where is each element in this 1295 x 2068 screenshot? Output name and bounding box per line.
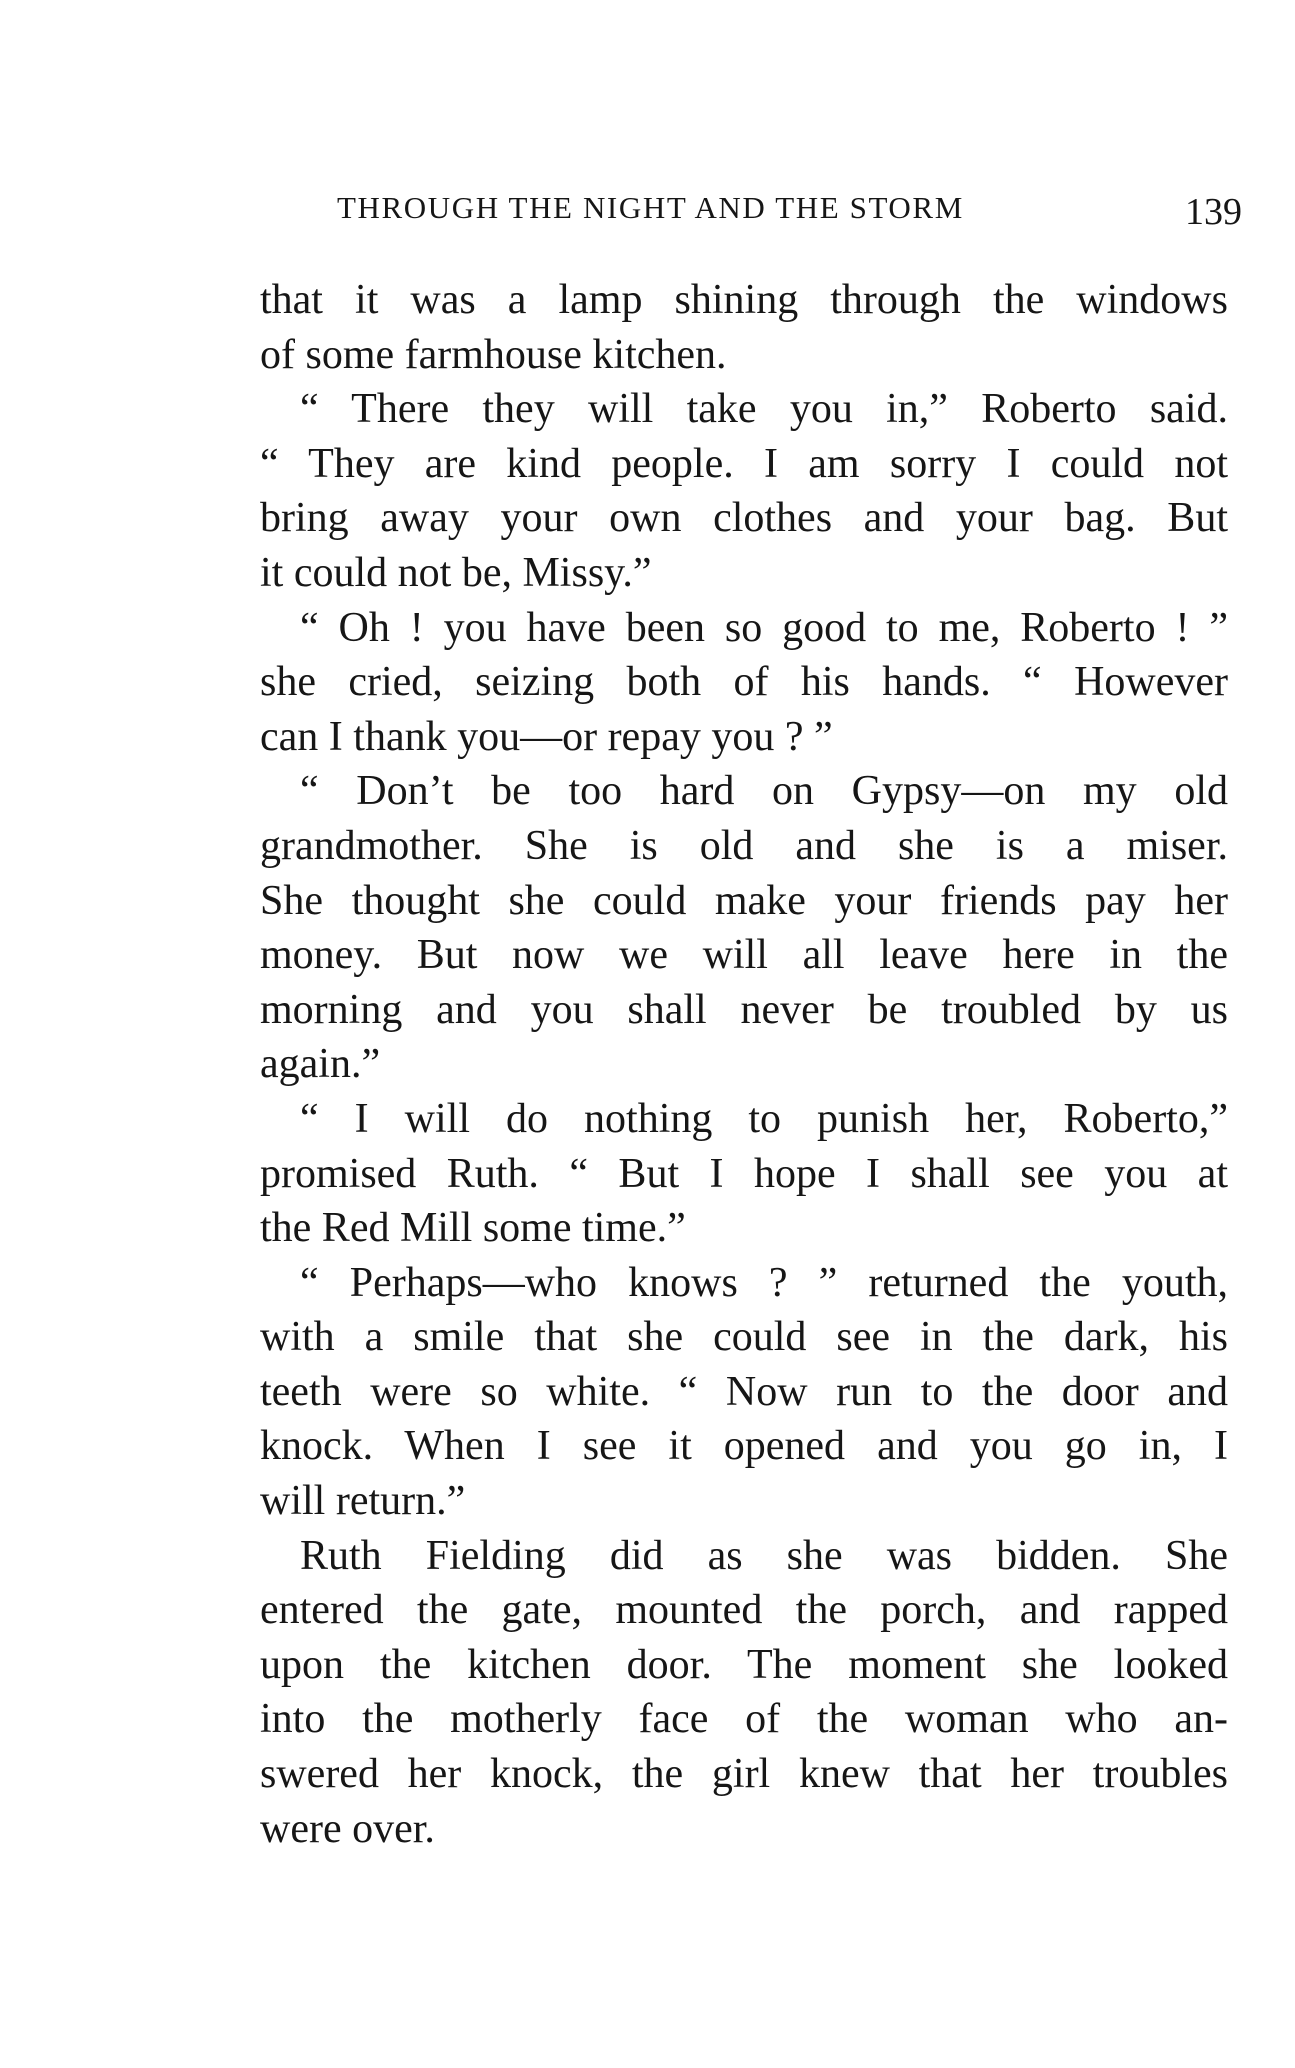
text-line: upon the kitchen door. The moment she looked <box>260 1641 1228 1688</box>
text-line: with a smile that she could see in the dark, his <box>260 1314 1228 1361</box>
text-line: into the motherly face of the woman who an- <box>260 1696 1228 1743</box>
text-line: Ruth Fielding did as she was bidden. She <box>300 1532 1228 1579</box>
text-line: “ Perhaps—who knows ? ” returned the youth, <box>300 1259 1228 1306</box>
text-line: the Red Mill some time.” <box>260 1205 686 1252</box>
text-line: grandmother. She is old and she is a miser. <box>260 822 1228 869</box>
text-line: “ I will do nothing to punish her, Roberto,” <box>300 1095 1228 1142</box>
text-line: it could not be, Missy.” <box>260 549 652 596</box>
text-line: promised Ruth. “ But I hope I shall see you at <box>260 1150 1228 1197</box>
text-line: entered the gate, mounted the porch, and rapped <box>260 1587 1228 1634</box>
text-line: knock. When I see it opened and you go in, I <box>260 1423 1228 1470</box>
running-head <box>337 188 1242 236</box>
text-line: She thought she could make your friends pay her <box>260 877 1228 924</box>
text-line: will return.” <box>260 1478 466 1525</box>
text-line: “ They are kind people. I am sorry I could not <box>260 440 1228 487</box>
text-line: bring away your own clothes and your bag. But <box>260 495 1228 542</box>
text-line: of some farmhouse kitchen. <box>260 331 727 378</box>
page-number: 139 <box>1185 191 1242 233</box>
text-line: that it was a lamp shining through the windows <box>260 277 1228 323</box>
running-title: THROUGH THE NIGHT AND THE STORM <box>337 190 964 225</box>
text-line: she cried, seizing both of his hands. “ However <box>260 659 1228 706</box>
text-line: money. But now we will all leave here in the <box>260 932 1228 979</box>
text-line: morning and you shall never be troubled by us <box>260 986 1228 1033</box>
text-line: can I thank you—or repay you ? ” <box>260 713 833 760</box>
text-line: were over. <box>260 1805 435 1852</box>
text-line: again.” <box>260 1041 381 1088</box>
text-line: “ There they will take you in,” Roberto said. <box>300 386 1228 433</box>
text-line: swered her knock, the girl knew that her troubles <box>260 1751 1228 1798</box>
text-line: “ Don’t be too hard on Gypsy—on my old <box>300 768 1228 815</box>
text-line: teeth were so white. “ Now run to the door and <box>260 1368 1228 1415</box>
text-line: “ Oh ! you have been so good to me, Roberto ! ” <box>300 604 1228 651</box>
body-text <box>260 273 1228 1856</box>
